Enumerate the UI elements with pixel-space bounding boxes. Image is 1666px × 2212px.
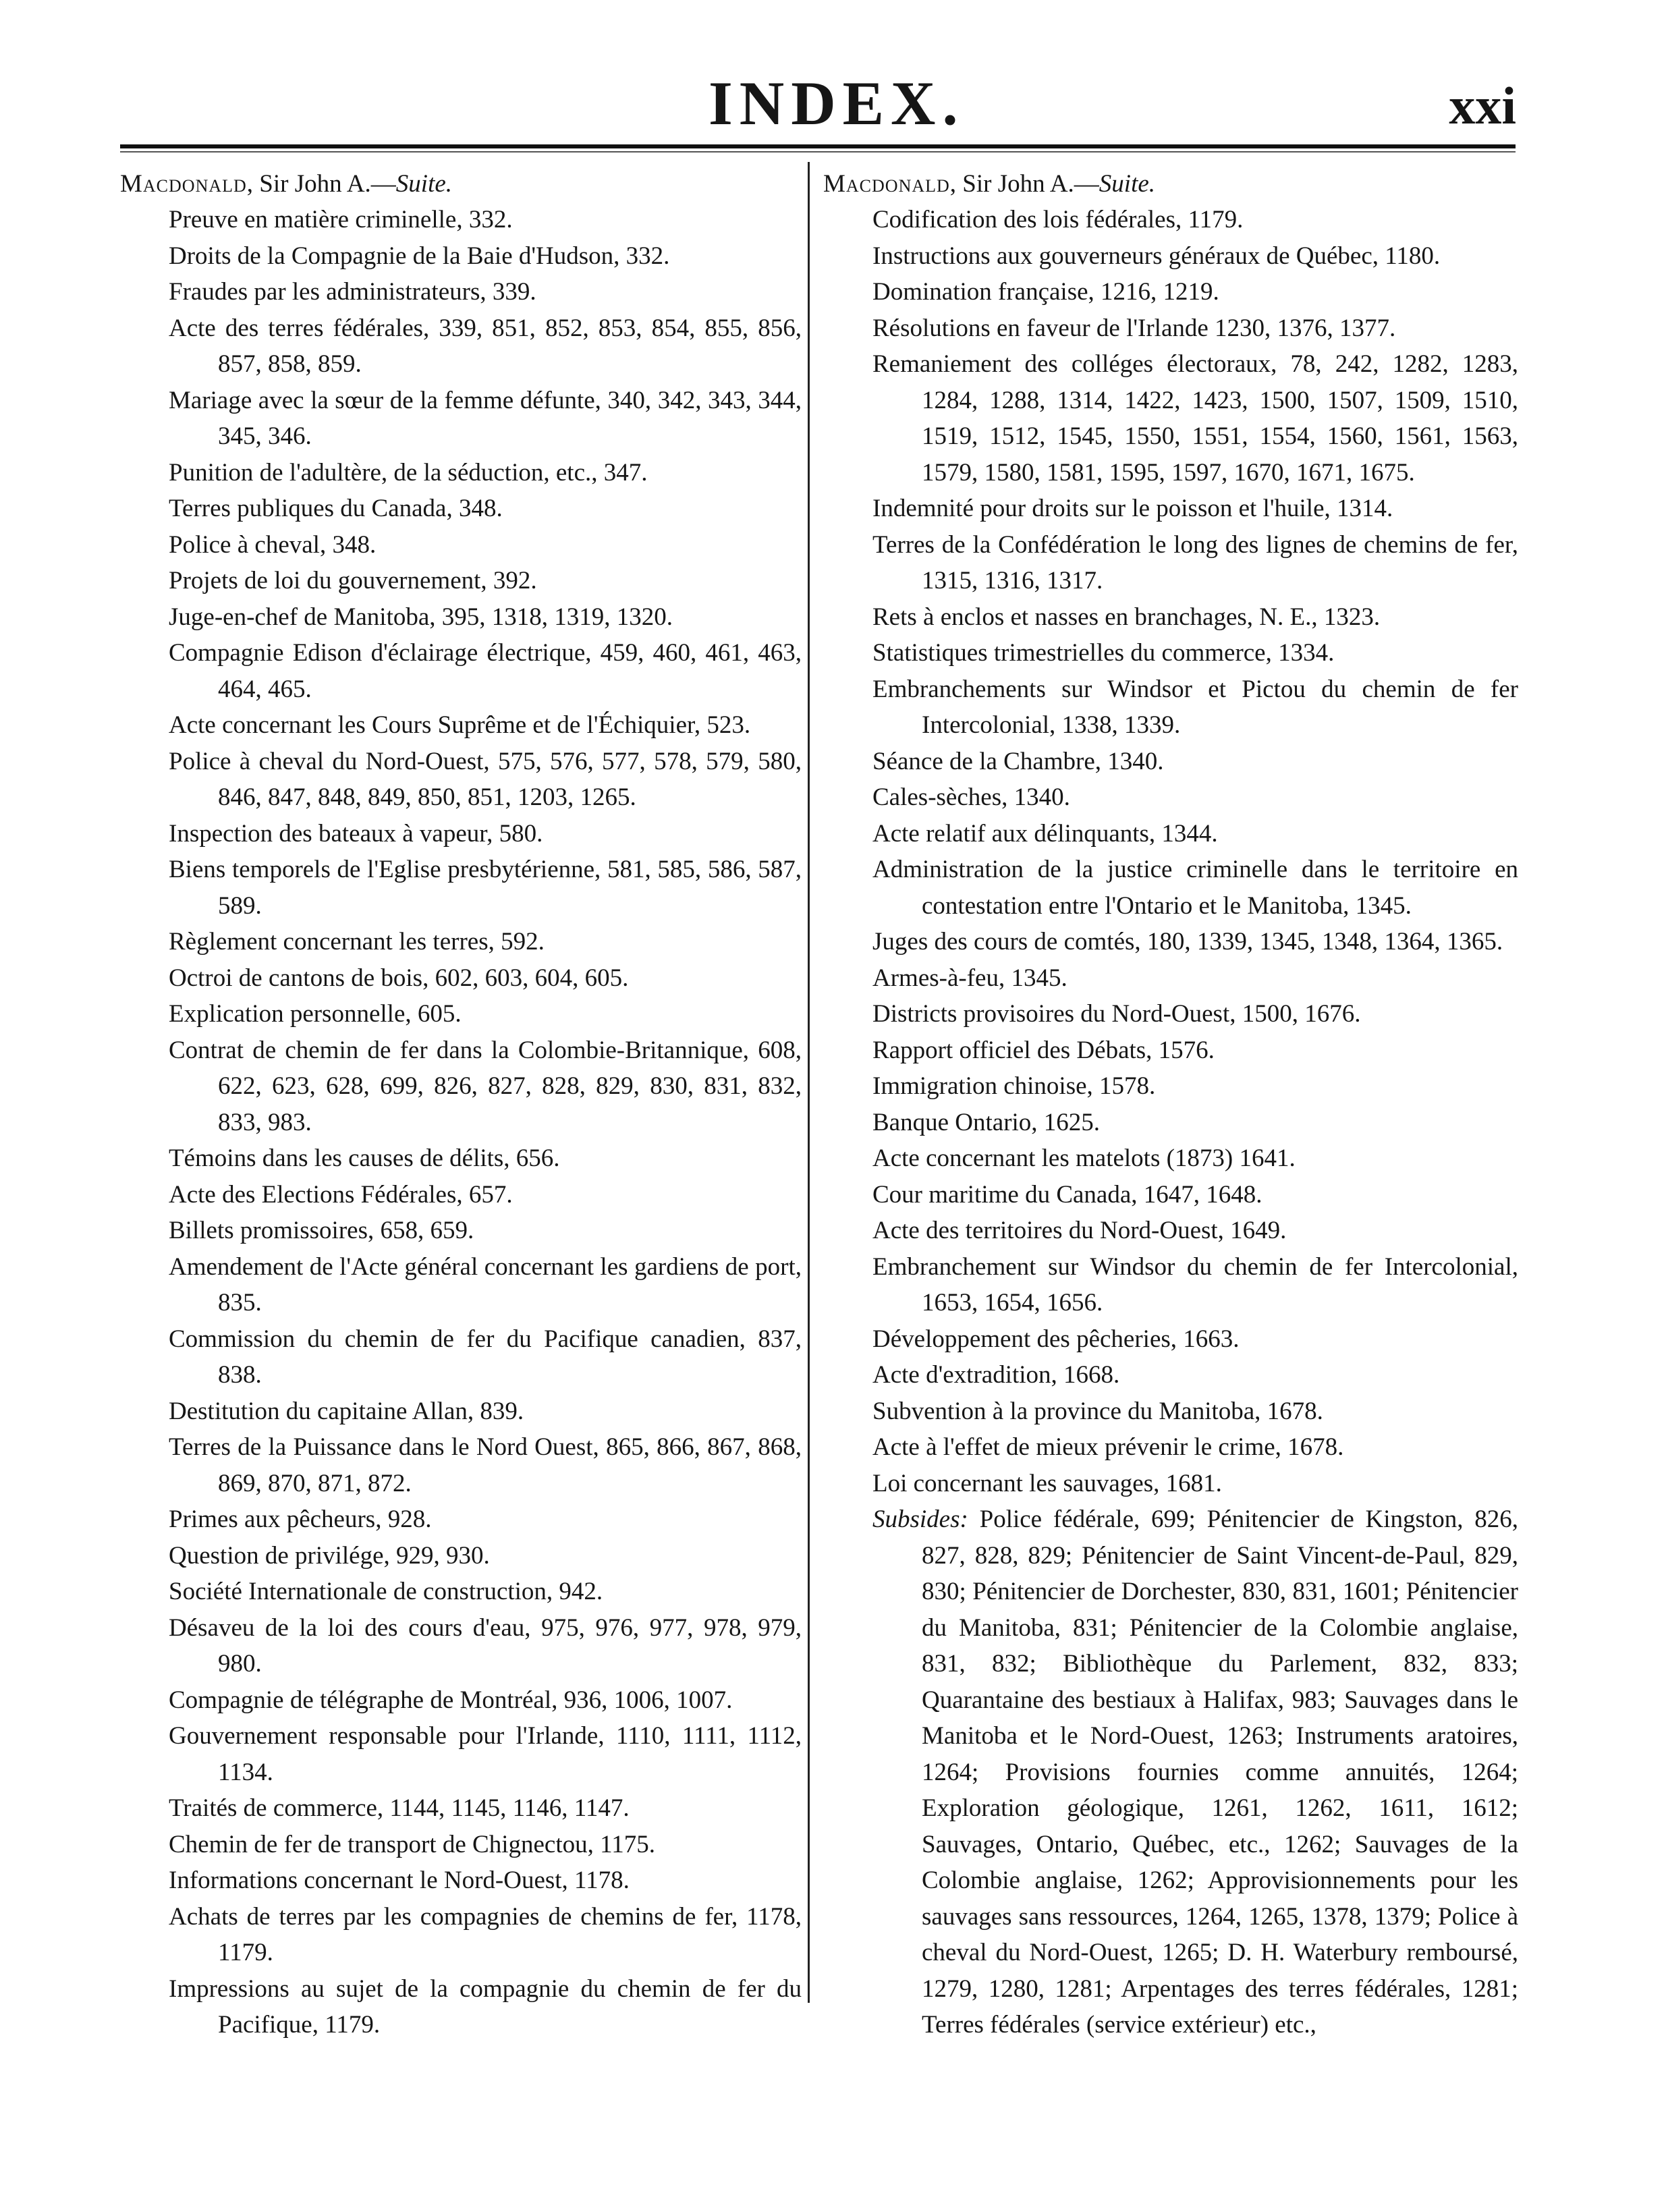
index-entry: Informations concernant le Nord-Ouest, 1178. <box>169 1867 630 1894</box>
index-entry: Billets promissoires, 658, 659. <box>169 1217 474 1244</box>
index-entry: Gouvernement responsable pour l'Irlande, 1110, 1111, 1112, 1134. <box>169 1722 802 1786</box>
index-entry: Achats de terres par les compagnies de chemins de fer, 1178, 1179. <box>169 1902 802 1966</box>
index-entry: Rapport officiel des Débats, 1576. <box>872 1036 1215 1064</box>
index-entry: Armes-à-feu, 1345. <box>872 964 1067 992</box>
index-entry: Immigration chinoise, 1578. <box>872 1072 1156 1100</box>
index-entry: Chemin de fer de transport de Chignectou, 1175. <box>169 1830 655 1858</box>
index-entry: Cales-sèches, 1340. <box>872 783 1070 811</box>
index-entry: Biens temporels de l'Eglise presbytérienne, 581, 585, 586, 587, 589. <box>169 856 802 920</box>
subsides-text: Police fédérale, 699; Pénitencier de Kingston, 826, 827, 828, 829; Pénitencier de Saint Vincent-de-Paul, 829, 830; Pénitencier de Dorchester, 830, 831, 1601; Pénitencier du Manitoba, 831; Pénitencier de la Colombie anglaise, 831, 832; Bibliothèque du Parlement, 832, 833; Quarantaine des bestiaux à Halifax, 983; Sauvages dans le Manitoba et le Nord-Ouest, 1263; Instruments aratoires, 1264; Provisions fournies comme annuités, 1264; Exploration géologique, 1261, 1262, 1611, 1612; Sauvages, Ontario, Québec, etc., 1262; Sauvages de la Colombie anglaise, 1262; Approvisionnements pour les sauvages sans ressources, 1264, 1265, 1378, 1379; Police à cheval du Nord-Ouest, 1265; D. H. Waterbury remboursé, 1279, 1280, 1281; Arpentages des terres fédérales, 1281; Terres fédérales (service extérieur) etc., <box>922 1505 1518 2039</box>
index-entry: Contrat de chemin de fer dans la Colombie-Britannique, 608, 622, 623, 628, 699, 826, 827, 828, 829, 830, 831, 832, 833, 983. <box>169 1036 802 1136</box>
index-entry: Impressions au sujet de la compagnie du chemin de fer du Pacifique, 1179. <box>169 1974 802 2039</box>
index-entry: Société Internationale de construction, 942. <box>169 1578 603 1605</box>
header-rule-thin <box>120 151 1516 153</box>
right-column-heading <box>823 166 1518 202</box>
page-title: INDEX. <box>709 69 965 138</box>
index-entry: Séance de la Chambre, 1340. <box>872 747 1164 775</box>
index-entry: Primes aux pêcheurs, 928. <box>169 1505 432 1533</box>
index-entry: Inspection des bateaux à vapeur, 580. <box>169 819 543 848</box>
index-entry: Loi concernant les sauvages, 1681. <box>872 1469 1222 1497</box>
index-entry: Subvention à la province du Manitoba, 1678. <box>872 1397 1323 1425</box>
index-entry: Fraudes par les administrateurs, 339. <box>169 278 536 306</box>
column-divider <box>808 162 810 2003</box>
index-entry: Terres de la Puissance dans le Nord Ouest, 865, 866, 867, 868, 869, 870, 871, 872. <box>169 1433 802 1497</box>
index-entry: Droits de la Compagnie de la Baie d'Hudson, 332. <box>169 242 670 270</box>
heading-rest: , Sir John A.— <box>949 170 1099 198</box>
left-column <box>120 166 802 2043</box>
page-number: xxi <box>1449 76 1516 135</box>
index-entry: Police à cheval du Nord-Ouest, 575, 576, 577, 578, 579, 580, 846, 847, 848, 849, 850, 851, 1203, 1265. <box>169 747 802 811</box>
index-entry: Remaniement des colléges électoraux, 78, 242, 1282, 1283, 1284, 1288, 1314, 1422, 1423, 1500, 1507, 1509, 1510, 1519, 1512, 1545, 1550, 1551, 1554, 1560, 1561, 1563, 1579, 1580, 1581, 1595, 1597, 1670, 1671, 1675. <box>872 350 1518 487</box>
index-entry: Embranchements sur Windsor et Pictou du chemin de fer Intercolonial, 1338, 1339. <box>872 675 1518 739</box>
left-entry-list <box>120 202 802 2043</box>
heading-suite: Suite. <box>395 170 453 198</box>
index-entry: Acte des terres fédérales, 339, 851, 852, 853, 854, 855, 856, 857, 858, 859. <box>169 314 802 378</box>
index-entry: Acte des territoires du Nord-Ouest, 1649. <box>872 1217 1287 1244</box>
index-entry: Preuve en matière criminelle, 332. <box>169 206 513 233</box>
index-entry: Acte des Elections Fédérales, 657. <box>169 1180 513 1209</box>
right-column <box>823 166 1518 2043</box>
index-entry: Développement des pêcheries, 1663. <box>872 1325 1240 1353</box>
index-entry: Témoins dans les causes de délits, 656. <box>169 1144 560 1172</box>
index-entry: Cour maritime du Canada, 1647, 1648. <box>872 1180 1262 1209</box>
right-entry-list <box>823 202 1518 2043</box>
index-entry: Acte relatif aux délinquants, 1344. <box>872 819 1218 848</box>
index-entry: Acte d'extradition, 1668. <box>872 1361 1120 1389</box>
heading-suite: Suite. <box>1099 170 1156 198</box>
header-rule <box>120 144 1516 148</box>
index-entry: Indemnité pour droits sur le poisson et l'huile, 1314. <box>872 495 1393 522</box>
index-entry: Compagnie Edison d'éclairage électrique, 459, 460, 461, 463, 464, 465. <box>169 639 802 703</box>
heading-name: Macdonald <box>120 170 247 198</box>
index-entry: Acte à l'effet de mieux prévenir le crime, 1678. <box>872 1433 1344 1461</box>
left-column-heading <box>120 166 802 202</box>
index-entry: Statistiques trimestrielles du commerce, 1334. <box>872 639 1335 667</box>
index-entry: Mariage avec la sœur de la femme défunte, 340, 342, 343, 344, 345, 346. <box>169 386 802 450</box>
index-entry: Compagnie de télégraphe de Montréal, 936, 1006, 1007. <box>169 1686 733 1714</box>
index-entry: Octroi de cantons de bois, 602, 603, 604, 605. <box>169 964 629 992</box>
index-entry: Explication personnelle, 605. <box>169 1000 462 1028</box>
index-entry: Administration de la justice criminelle dans le territoire en contestation entre l'Ontario et le Manitoba, 1345. <box>872 856 1518 920</box>
index-entry: Districts provisoires du Nord-Ouest, 1500, 1676. <box>872 1000 1361 1028</box>
index-entry: Traités de commerce, 1144, 1145, 1146, 1147. <box>169 1794 630 1822</box>
index-entry: Juge-en-chef de Manitoba, 395, 1318, 1319, 1320. <box>169 603 673 631</box>
index-entry: Règlement concernant les terres, 592. <box>169 928 545 956</box>
index-entry: Terres publiques du Canada, 348. <box>169 495 503 522</box>
index-entry: Codification des lois fédérales, 1179. <box>872 206 1244 233</box>
index-entry: Acte concernant les matelots (1873) 1641. <box>872 1144 1296 1172</box>
page-header <box>0 67 1666 142</box>
index-entry: Acte concernant les Cours Suprême et de l'Échiquier, 523. <box>169 711 751 739</box>
index-entry: Amendement de l'Acte général concernant les gardiens de port, 835. <box>169 1252 802 1317</box>
index-entry: Rets à enclos et nasses en branchages, N. E., 1323. <box>872 603 1381 631</box>
heading-rest: , Sir John A.— <box>246 170 396 198</box>
index-entry: Embranchement sur Windsor du chemin de fer Intercolonial, 1653, 1654, 1656. <box>872 1252 1518 1317</box>
index-entry-subsides <box>823 1501 1518 2043</box>
index-entry: Question de privilége, 929, 930. <box>169 1541 490 1570</box>
index-entry: Résolutions en faveur de l'Irlande 1230, 1376, 1377. <box>872 314 1396 342</box>
index-entry: Police à cheval, 348. <box>169 530 377 559</box>
index-entry: Banque Ontario, 1625. <box>872 1108 1101 1136</box>
subsides-lead: Subsides: <box>872 1505 968 1533</box>
index-entry: Domination française, 1216, 1219. <box>872 278 1219 306</box>
index-entry: Destitution du capitaine Allan, 839. <box>169 1397 524 1425</box>
index-entry: Commission du chemin de fer du Pacifique canadien, 837, 838. <box>169 1325 802 1389</box>
index-entry: Juges des cours de comtés, 180, 1339, 1345, 1348, 1364, 1365. <box>872 928 1503 956</box>
index-entry: Projets de loi du gouvernement, 392. <box>169 567 537 595</box>
index-entry: Instructions aux gouverneurs généraux de Québec, 1180. <box>872 242 1441 270</box>
index-entry: Terres de la Confédération le long des lignes de chemins de fer, 1315, 1316, 1317. <box>872 530 1518 595</box>
index-entry: Punition de l'adultère, de la séduction, etc., 347. <box>169 458 648 487</box>
heading-name: Macdonald <box>823 170 950 198</box>
index-entry: Désaveu de la loi des cours d'eau, 975, 976, 977, 978, 979, 980. <box>169 1613 802 1678</box>
